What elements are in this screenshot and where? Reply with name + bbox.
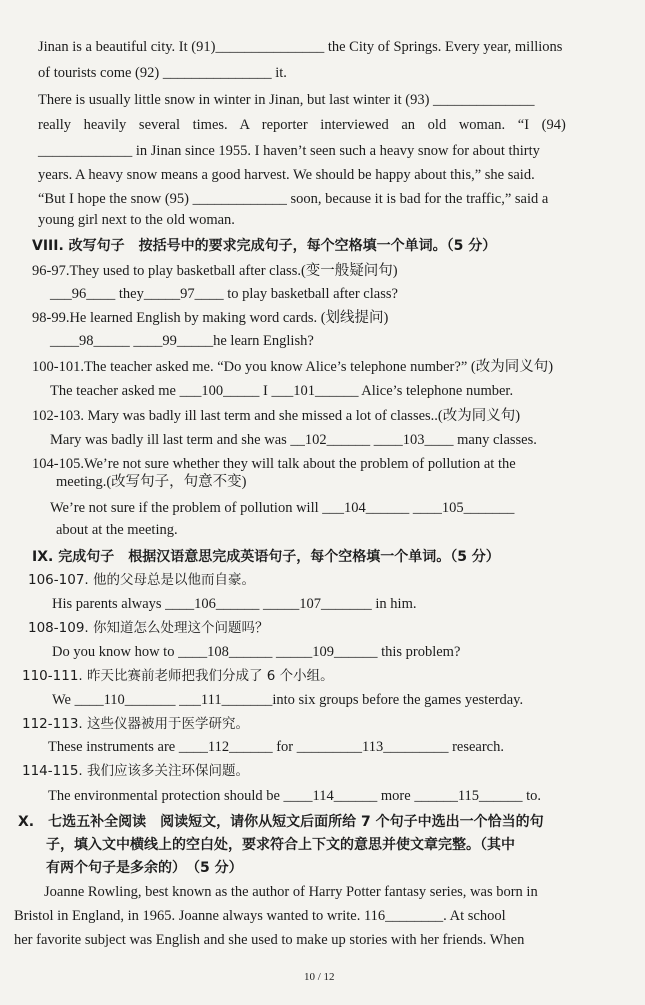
passage-line: years. A heavy snow means a good harvest. We should be happy about this,” she said. bbox=[38, 167, 535, 183]
answer-line: We’re not sure if the problem of pollution will ___104______ ____105_______ bbox=[50, 500, 515, 516]
question-prompt: 108-109. 你知道怎么处理这个问题吗？ bbox=[28, 620, 269, 636]
passage-line: young girl next to the old woman. bbox=[38, 212, 235, 228]
question-prompt: 96-97.They used to play basketball after class.(变一般疑问句) bbox=[32, 263, 398, 279]
passage-line: Jinan is a beautiful city. It (91)_______________ the City of Springs. Every year, millions bbox=[38, 39, 563, 55]
question-prompt: 106-107. 他的父母总是以他而自豪。 bbox=[28, 572, 255, 588]
answer-line: These instruments are ____112______ for _________113_________ research. bbox=[48, 739, 504, 755]
passage-line: Joanne Rowling, best known as the author of Harry Potter fantasy series, was born in bbox=[44, 884, 538, 900]
passage-line: really heavily several times. A reporter interviewed an old woman. “I (94) bbox=[38, 117, 566, 133]
answer-line: We ____110_______ ___111_______into six groups before the games yesterday. bbox=[52, 692, 524, 708]
question-prompt: 114-115. 我们应该多关注环保问题。 bbox=[22, 763, 249, 779]
answer-line: His parents always ____106______ _____107_______ in him. bbox=[52, 596, 417, 612]
section-instruction: 子，填入文中横线上的空白处，要求符合上下文的意思并使文章完整。（其中 bbox=[46, 837, 515, 853]
section-heading-ix: IX. 完成句子 根据汉语意思完成英语句子，每个空格填一个单词。（5 分） bbox=[32, 549, 500, 565]
passage-line: “But I hope the snow (95) _____________ soon, because it is bad for the traffic,” said a bbox=[38, 191, 549, 207]
passage-line: There is usually little snow in winter in Jinan, but last winter it (93) ______________ bbox=[38, 92, 535, 108]
question-prompt: meeting.(改写句子，句意不变) bbox=[56, 474, 247, 490]
question-prompt: 98-99.He learned English by making word cards. (划线提问) bbox=[32, 310, 389, 326]
answer-line: about at the meeting. bbox=[56, 522, 178, 538]
passage-line: Bristol in England, in 1965. Joanne always wanted to write. 116________. At school bbox=[14, 908, 506, 924]
answer-line: Do you know how to ____108______ _____109______ this problem? bbox=[52, 644, 461, 660]
passage-line: her favorite subject was English and she used to make up stories with her friends. When bbox=[14, 932, 525, 948]
passage-line: of tourists come (92) _______________ it. bbox=[38, 65, 287, 81]
answer-line: ____98_____ ____99_____he learn English? bbox=[50, 333, 314, 349]
question-prompt: 102-103. Mary was badly ill last term and she missed a lot of classes..(改为同义句) bbox=[32, 408, 521, 424]
answer-line: The environmental protection should be ____114______ more ______115______ to. bbox=[48, 788, 542, 804]
page-number: 10 / 12 bbox=[304, 971, 335, 983]
answer-line: Mary was badly ill last term and she was __102______ ____103____ many classes. bbox=[50, 432, 537, 448]
question-prompt: 112-113. 这些仪器被用于医学研究。 bbox=[22, 716, 249, 732]
answer-line: The teacher asked me ___100_____ I ___101______ Alice’s telephone number. bbox=[50, 383, 514, 399]
passage-line: _____________ in Jinan since 1955. I haven’t seen such a heavy snow for about thirty bbox=[38, 143, 540, 159]
section-heading-x: X. 七选五补全阅读 阅读短文，请你从短文后面所给 7 个句子中选出一个恰当的句 bbox=[18, 814, 544, 830]
question-prompt: 100-101.The teacher asked me. “Do you know Alice’s telephone number?” (改为同义句) bbox=[32, 359, 554, 375]
question-prompt: 110-111. 昨天比赛前老师把我们分成了 6 个小组。 bbox=[22, 668, 334, 684]
question-prompt: 104-105.We’re not sure whether they will talk about the problem of pollution at the bbox=[32, 456, 516, 472]
answer-line: ___96____ they_____97____ to play basketball after class? bbox=[50, 286, 398, 302]
section-heading-viii: VIII. 改写句子 按括号中的要求完成句子，每个空格填一个单词。（5 分） bbox=[32, 238, 497, 254]
section-instruction: 有两个句子是多余的） （5 分） bbox=[46, 860, 243, 876]
